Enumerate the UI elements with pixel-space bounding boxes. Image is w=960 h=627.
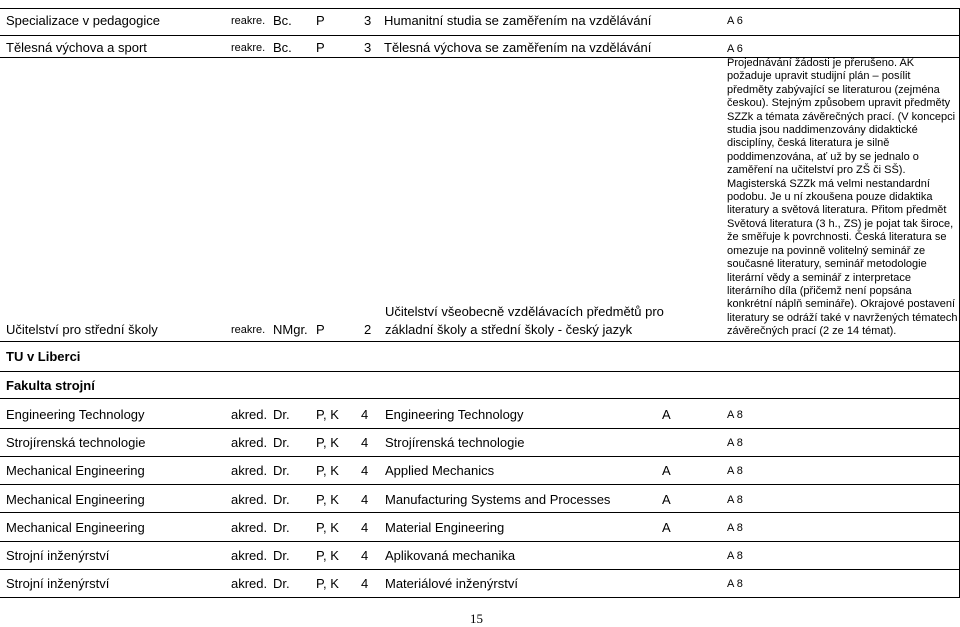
rule (0, 428, 960, 429)
study-program: Material Engineering (385, 520, 505, 535)
rule (0, 456, 960, 457)
accreditation-status: akred. (231, 463, 268, 478)
exam-flag: A (662, 520, 671, 535)
study-years: 2 (364, 322, 372, 337)
study-form: P (316, 322, 325, 337)
code: A 8 (727, 578, 743, 590)
accreditation-status: akred. (231, 407, 268, 422)
university-heading: TU v Liberci (6, 349, 81, 364)
study-form: P, K (316, 407, 339, 422)
code: A 6 (727, 15, 743, 27)
degree-level: Dr. (273, 435, 290, 450)
study-form: P, K (316, 492, 339, 507)
degree-level: Bc. (273, 13, 292, 28)
rule (0, 569, 960, 570)
study-years: 4 (361, 492, 369, 507)
program-name: Strojní inženýrství (6, 548, 110, 563)
study-years: 3 (364, 13, 372, 28)
study-form: P, K (316, 548, 339, 563)
rule (0, 484, 960, 485)
accreditation-status: reakre. (231, 42, 266, 54)
study-program: Engineering Technology (385, 407, 524, 422)
exam-flag: A (662, 463, 671, 478)
program-name: Mechanical Engineering (6, 492, 145, 507)
degree-level: Dr. (273, 576, 290, 591)
accreditation-status: akred. (231, 520, 268, 535)
code: A 8 (727, 465, 743, 477)
faculty-heading: Fakulta strojní (6, 378, 95, 393)
degree-level: Bc. (273, 40, 292, 55)
study-form: P, K (316, 463, 339, 478)
study-years: 4 (361, 435, 369, 450)
program-name: Tělesná výchova a sport (6, 40, 147, 55)
study-program: Manufacturing Systems and Processes (385, 492, 611, 507)
study-form: P, K (316, 576, 339, 591)
study-years: 4 (361, 548, 369, 563)
accreditation-status: akred. (231, 435, 268, 450)
study-form: P (316, 13, 325, 28)
study-years: 4 (361, 576, 369, 591)
study-form: P, K (316, 435, 339, 450)
study-program: Tělesná výchova se zaměřením na vzdělávání (384, 40, 652, 55)
program-name: Mechanical Engineering (6, 520, 145, 535)
study-form: P, K (316, 520, 339, 535)
accreditation-status: akred. (231, 548, 268, 563)
rule (0, 541, 960, 542)
degree-level: Dr. (273, 407, 290, 422)
rule (0, 398, 960, 399)
program-name: Strojírenská technologie (6, 435, 146, 450)
evaluation-note: Projednávání žádosti je přerušeno. AK požaduje upravit studijní plán – posílit předměty zabývající se literaturou (zejména českou). Stejným způsobem upravit předměty SZZk a témata závěrečných prací. (V koncepci studia jsou naddimenzovány didaktické disciplíny, česká literatura je silně poddimenzována, ať už by se jednalo o zaměření na učitelství pro ZŠ či SŠ). Magisterská SZZk má velmi nestandardní podobu. Je u ní zkoušena pouze didaktika literatury a světová literatura. Přitom předmět Světová literatura (3 h., ZS) je pojat tak široce, že směřuje k povrchnosti. Česká literatura se omezuje na povinně volitelný seminář ze současné literatury, seminář metodologie literární vědy a seminář z interpretace literárního díla (přičemž není popsána konkrétní náplň semináře). Okrajové postavení literatury se odráží také v navržených tématech závěrečných prací (2 ze 14 témat). (727, 57, 958, 338)
study-program-line1: Učitelství všeobecně vzdělávacích předmětů pro (385, 304, 664, 319)
study-years: 3 (364, 40, 372, 55)
program-name: Specializace v pedagogice (6, 13, 160, 28)
exam-flag: A (662, 492, 671, 507)
code: A 6 (727, 43, 743, 55)
rule (0, 8, 960, 9)
degree-level: Dr. (273, 548, 290, 563)
rule (0, 341, 960, 342)
study-program: Materiálové inženýrství (385, 576, 518, 591)
page-number: 15 (470, 611, 483, 626)
study-program: Strojírenská technologie (385, 435, 525, 450)
accreditation-status: reakre. (231, 324, 266, 336)
study-years: 4 (361, 463, 369, 478)
code: A 8 (727, 409, 743, 421)
program-name: Strojní inženýrství (6, 576, 110, 591)
study-program: Applied Mechanics (385, 463, 495, 478)
study-program-line2: základní školy a střední školy - český jazyk (385, 322, 633, 337)
program-name: Učitelství pro střední školy (6, 322, 158, 337)
exam-flag: A (662, 407, 671, 422)
program-name: Engineering Technology (6, 407, 145, 422)
rule (0, 35, 960, 36)
code: A 8 (727, 522, 743, 534)
accreditation-status: reakre. (231, 15, 266, 27)
study-years: 4 (361, 520, 369, 535)
degree-level: NMgr. (273, 322, 308, 337)
degree-level: Dr. (273, 492, 290, 507)
code: A 8 (727, 437, 743, 449)
code: A 8 (727, 494, 743, 506)
study-program: Aplikovaná mechanika (385, 548, 516, 563)
code: A 8 (727, 550, 743, 562)
accreditation-status: akred. (231, 492, 268, 507)
rule (0, 597, 960, 598)
study-program: Humanitní studia se zaměřením na vzdělávání (384, 13, 652, 28)
program-name: Mechanical Engineering (6, 463, 145, 478)
study-form: P (316, 40, 325, 55)
rule (0, 512, 960, 513)
study-years: 4 (361, 407, 369, 422)
accreditation-status: akred. (231, 576, 268, 591)
degree-level: Dr. (273, 463, 290, 478)
degree-level: Dr. (273, 520, 290, 535)
rule (0, 371, 960, 372)
